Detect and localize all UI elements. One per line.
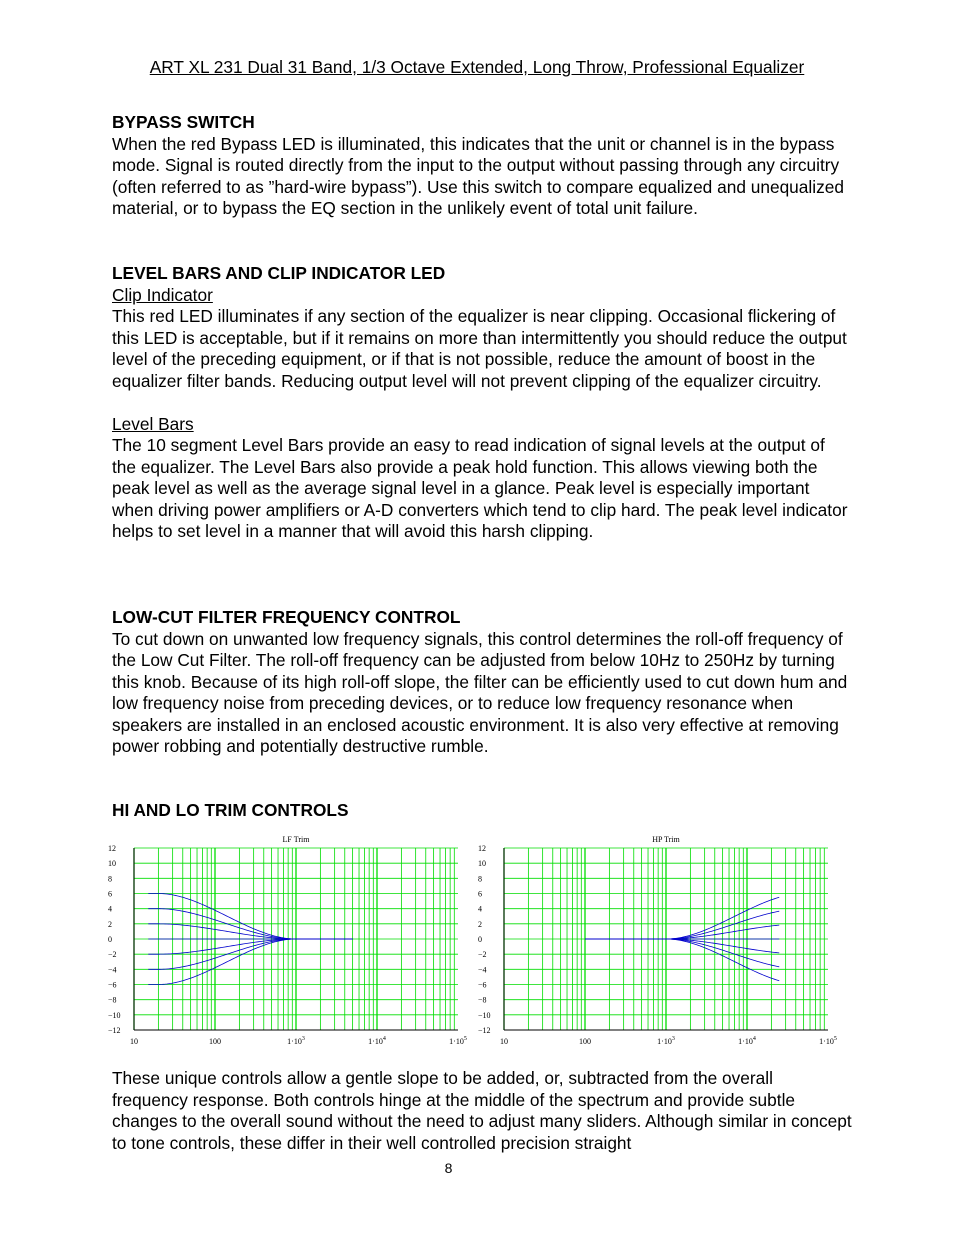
x-tick-label: $1\cdot 10^4$ <box>738 1036 756 1046</box>
y-tick-label: 8 <box>108 874 112 884</box>
lf-trim-chart <box>106 830 471 1050</box>
section-trim-body <box>112 1068 852 1154</box>
page-header: ART XL 231 Dual 31 Band, 1/3 Octave Extended, Long Throw, Professional Equalizer <box>149 57 805 77</box>
y-tick-label: 2 <box>108 919 112 929</box>
trim-body: These unique controls allow a gentle slope to be added, or, subtracted from the overall frequency response. Both controls hinge at the middle of the spectrum and provide subtle changes to the overall sound without the need to adjust many sliders. Although similar in concept to tone controls, these differ in their well controlled precision straight <box>112 1068 852 1153</box>
bypass-heading: BYPASS SWITCH <box>112 112 255 132</box>
x-tick-label: 10 <box>500 1037 508 1046</box>
level-bars-subheading: Level Bars <box>112 413 194 434</box>
x-tick-label: $1\cdot 10^3$ <box>287 1036 305 1046</box>
y-tick-label: 6 <box>478 889 482 899</box>
y-tick-label: −6 <box>478 980 487 990</box>
y-tick-label: 12 <box>478 844 486 853</box>
y-tick-label: −8 <box>478 995 487 1005</box>
y-tick-label: 2 <box>478 919 482 929</box>
y-tick-label: 12 <box>108 844 116 853</box>
y-tick-label: 0 <box>478 935 482 944</box>
trim-curve <box>585 897 779 939</box>
x-tick-label: 10 <box>130 1037 138 1046</box>
trim-curve <box>148 939 352 985</box>
y-tick-label: 6 <box>108 889 112 899</box>
hp-trim-chart-svg <box>476 830 841 1050</box>
chart-title: LF Trim <box>282 835 310 844</box>
y-tick-label: 8 <box>478 874 482 884</box>
section-level <box>112 263 852 543</box>
y-tick-label: −4 <box>108 965 117 975</box>
page-number: 8 <box>444 1160 453 1176</box>
trim-curve <box>585 939 779 967</box>
y-tick-label: −2 <box>478 950 487 960</box>
y-tick-label: −6 <box>108 980 117 990</box>
y-tick-label: −2 <box>108 950 117 960</box>
lowcut-body: To cut down on unwanted low frequency signals, this control determines the roll-off frequency of the Low Cut Filter. The roll-off frequency can be adjusted from below 10Hz to 250Hz by turning this knob. Because of its high roll-off slope, the filter can be efficiently used to cut down hum and low frequency noise from preceding devices, or to reduce low frequency resonance when speakers are installed in an enclosed acoustic environment. It is also very effective at removing power robbing and potentially destructive rumble. <box>112 628 848 756</box>
trim-heading-block <box>112 800 852 822</box>
section-lowcut <box>112 607 852 758</box>
hp-trim-chart <box>476 830 841 1050</box>
clip-indicator-subheading: Clip Indicator <box>112 284 213 305</box>
y-tick-label: 10 <box>108 859 116 869</box>
trim-curve <box>148 894 352 940</box>
section-bypass <box>112 112 852 220</box>
y-tick-label: 4 <box>108 904 112 914</box>
lowcut-heading: LOW-CUT FILTER FREQUENCY CONTROL <box>112 607 461 627</box>
chart-title: HP Trim <box>652 835 680 844</box>
lf-trim-chart-svg <box>106 830 471 1050</box>
x-tick-label: $1\cdot 10^3$ <box>657 1036 675 1046</box>
level-heading: LEVEL BARS AND CLIP INDICATOR LED <box>112 263 446 283</box>
y-tick-label: −10 <box>478 1010 491 1020</box>
y-tick-label: −8 <box>108 995 117 1005</box>
trim-heading: HI AND LO TRIM CONTROLS <box>112 800 349 820</box>
x-tick-label: $1\cdot 10^5$ <box>449 1036 467 1046</box>
level-bars-body: The 10 segment Level Bars provide an easy to read indication of signal levels at the output of the equalizer. The Level Bars also provide a peak hold function. This allows viewing both the peak level as well as the average signal level in a glance. Peak level is especially important when driving power amplifiers or A-D converters which tend to clip hard. The peak level indicator helps to set level in a manner that will avoid this harsh clipping. <box>112 435 848 541</box>
y-tick-label: −12 <box>108 1026 121 1035</box>
y-tick-label: 4 <box>478 904 482 914</box>
x-tick-label: 100 <box>579 1037 591 1046</box>
trim-curve <box>585 939 779 981</box>
x-tick-label: $1\cdot 10^4$ <box>368 1036 386 1046</box>
y-tick-label: −10 <box>108 1010 121 1020</box>
y-tick-label: −4 <box>478 965 487 975</box>
y-tick-label: 0 <box>108 935 112 944</box>
bypass-body: When the red Bypass LED is illuminated, this indicates that the unit or channel is in the bypass mode. Signal is routed directly from the input to the output without passing through any circuitry (often referred to as ”hard-wire bypass”). Use this switch to compare equalized and unequalized material, or to bypass the EQ section in the unlikely event of total unit failure. <box>112 133 844 218</box>
y-tick-label: 10 <box>478 859 486 869</box>
x-tick-label: 100 <box>209 1037 221 1046</box>
y-tick-label: −12 <box>478 1026 491 1035</box>
trim-curve <box>585 911 779 939</box>
x-tick-label: $1\cdot 10^5$ <box>819 1036 837 1046</box>
clip-indicator-body: This red LED illuminates if any section of the equalizer is near clipping. Occasional flickering of this LED is acceptable, but if it remains on more than intermittently you should reduce the output level of the preceding equipment, or if that is not possible, reduce the amount of boost in the equalizer filter bands. Reducing output level will not prevent clipping of the equalizer circuitry. <box>112 306 847 391</box>
